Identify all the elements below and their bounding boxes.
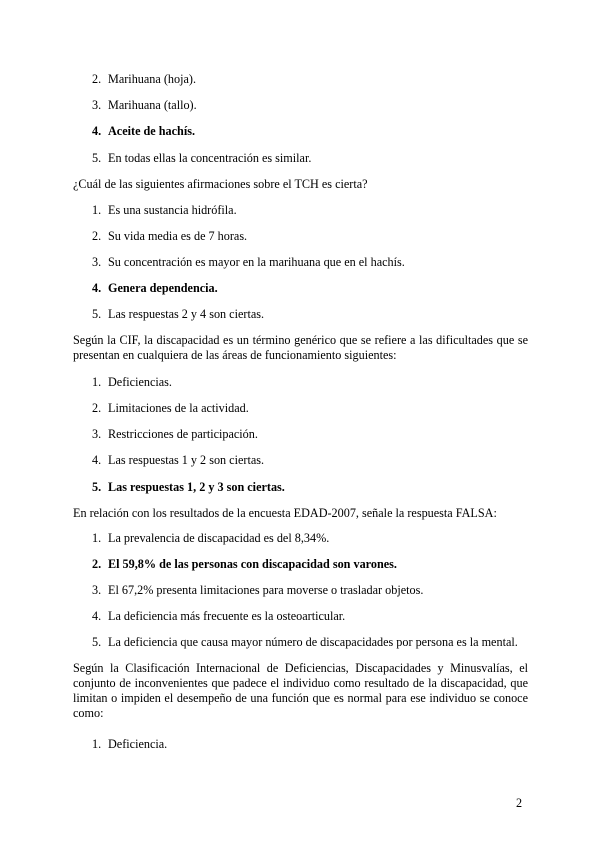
item-number: 4. <box>92 281 102 295</box>
item-text: Restricciones de participación. <box>108 427 258 441</box>
item-text: La prevalencia de discapacidad es del 8,34%. <box>108 531 330 545</box>
list-item <box>92 737 522 752</box>
item-number: 2. <box>92 557 102 571</box>
item-text: La deficiencia más frecuente es la osteoarticular. <box>108 609 346 623</box>
item-text: Genera dependencia. <box>108 281 218 295</box>
item-number: 5. <box>92 635 102 649</box>
item-text: Es una sustancia hidrófila. <box>108 203 237 217</box>
item-number: 5. <box>92 480 102 494</box>
item-number: 4. <box>92 609 102 623</box>
item-text: El 67,2% presenta limitaciones para moverse o trasladar objetos. <box>108 583 424 597</box>
item-number: 3. <box>92 98 102 112</box>
item-number: 1. <box>92 737 102 751</box>
item-number: 1. <box>92 375 102 389</box>
item-number: 5. <box>92 151 102 165</box>
list-item <box>92 72 522 87</box>
item-text: Deficiencias. <box>108 375 172 389</box>
item-text: Deficiencia. <box>108 737 168 751</box>
question-text: Según la Clasificación Internacional de Deficiencias, Discapacidades y Minusvalías, el conjunto de inconvenientes que padece el individuo como resultado de la discapacidad, que limitan o impiden el desempeño de una función que es normal para ese individuo se conoce como: <box>73 661 528 720</box>
item-number: 2. <box>92 72 102 86</box>
list-item <box>92 255 522 270</box>
list-item <box>92 453 522 468</box>
list-item <box>92 531 522 546</box>
list-item-answer <box>92 557 522 572</box>
item-number: 3. <box>92 427 102 441</box>
list-item <box>92 307 522 322</box>
list-item <box>92 583 522 598</box>
question-text: En relación con los resultados de la encuesta EDAD-2007, señale la respuesta FALSA: <box>73 506 497 520</box>
item-number: 3. <box>92 255 102 269</box>
item-text: Marihuana (tallo). <box>108 98 197 112</box>
question-text: Según la CIF, la discapacidad es un término genérico que se refiere a las dificultades que se presentan en cualquiera de las áreas de funcionamiento siguientes: <box>73 333 528 362</box>
item-text: En todas ellas la concentración es similar. <box>108 151 312 165</box>
list-item <box>92 427 522 442</box>
item-text: La deficiencia que causa mayor número de discapacidades por persona es la mental. <box>108 635 518 649</box>
list-item <box>92 98 522 113</box>
item-number: 4. <box>92 124 102 138</box>
item-number: 1. <box>92 531 102 545</box>
list-item <box>92 151 522 166</box>
item-text: Marihuana (hoja). <box>108 72 196 86</box>
list-item-answer <box>92 281 522 296</box>
item-text: Las respuestas 1, 2 y 3 son ciertas. <box>108 480 285 494</box>
item-text: Su vida media es de 7 horas. <box>108 229 248 243</box>
item-number: 2. <box>92 401 102 415</box>
list-item <box>92 635 522 650</box>
item-number: 2. <box>92 229 102 243</box>
item-text: Las respuestas 2 y 4 son ciertas. <box>108 307 265 321</box>
item-number: 5. <box>92 307 102 321</box>
question-text: ¿Cuál de las siguientes afirmaciones sobre el TCH es cierta? <box>73 177 368 191</box>
list-item-answer <box>92 480 522 495</box>
list-item-answer <box>92 124 522 139</box>
page-number: 2 <box>516 796 523 810</box>
item-text: Aceite de hachís. <box>108 124 195 138</box>
list-item <box>92 401 522 416</box>
list-item <box>92 229 522 244</box>
item-number: 4. <box>92 453 102 467</box>
item-text: Limitaciones de la actividad. <box>108 401 249 415</box>
list-item <box>92 375 522 390</box>
item-number: 1. <box>92 203 102 217</box>
item-text: Su concentración es mayor en la marihuana que en el hachís. <box>108 255 405 269</box>
item-number: 3. <box>92 583 102 597</box>
list-item <box>92 203 522 218</box>
list-item <box>92 609 522 624</box>
item-text: El 59,8% de las personas con discapacidad son varones. <box>108 557 397 571</box>
item-text: Las respuestas 1 y 2 son ciertas. <box>108 453 265 467</box>
